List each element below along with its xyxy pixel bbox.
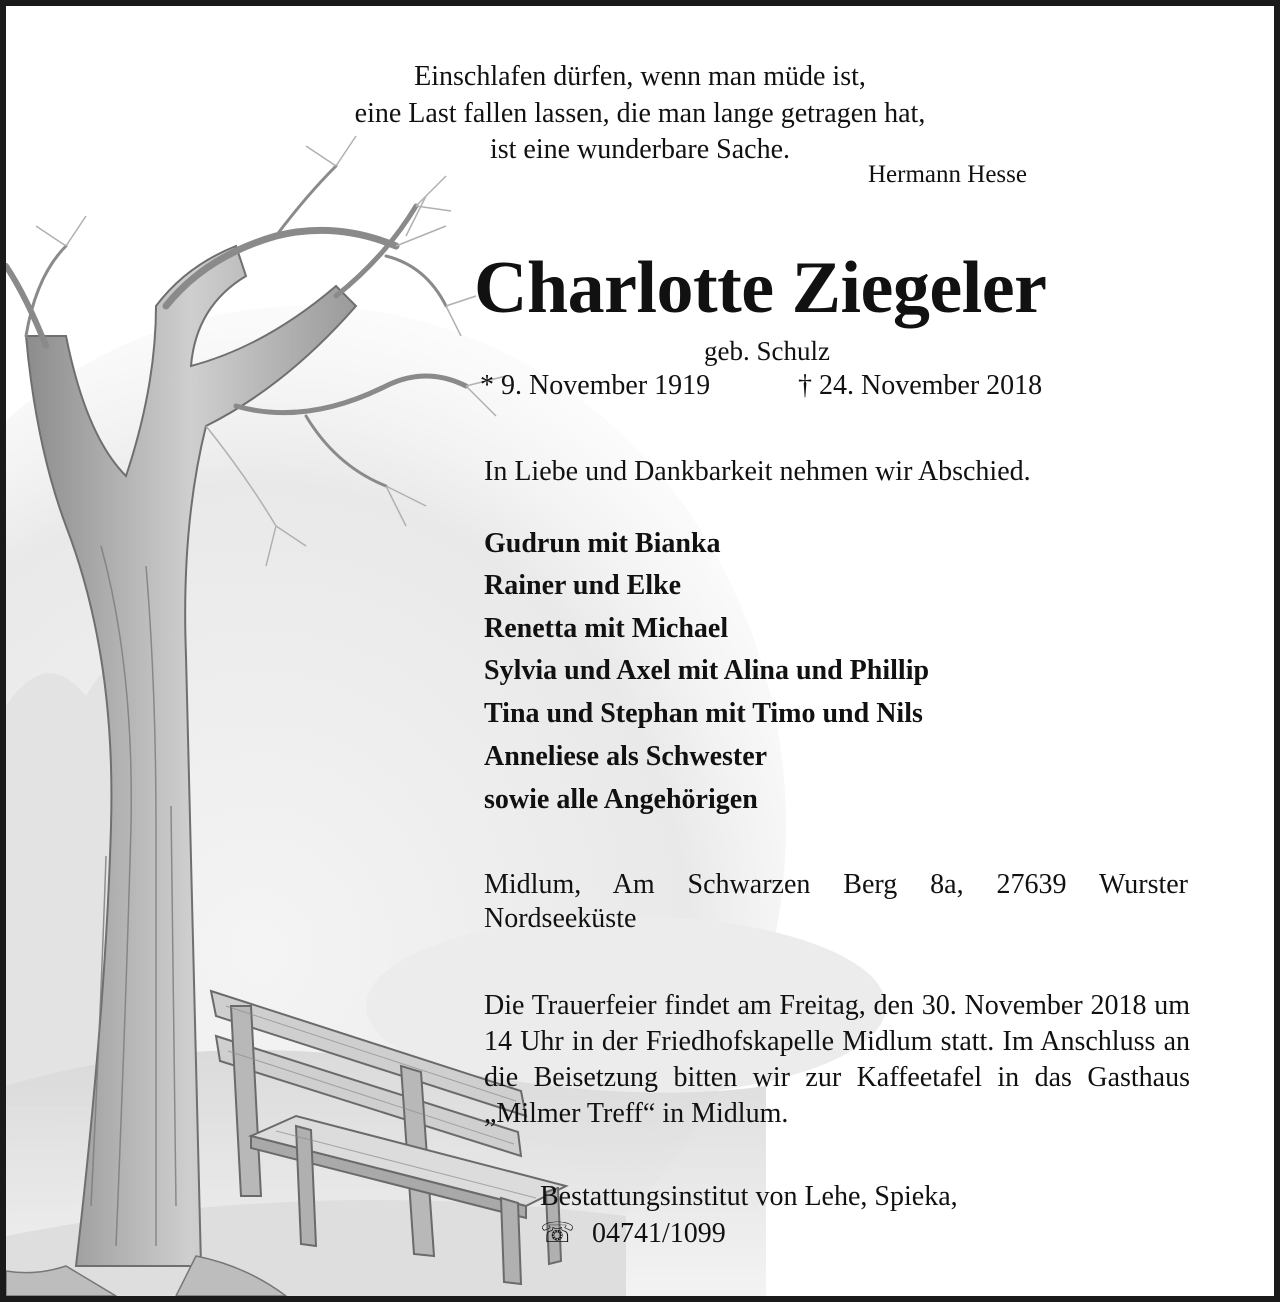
quote-line-2: eine Last fallen lassen, die man lange getragen hat, [354,98,926,129]
birth-name: geb. Schulz [704,336,830,366]
farewell-text: In Liebe und Dankbarkeit nehmen wir Abschied. [484,456,1031,487]
death-date: † 24. November 2018 [798,370,1043,401]
birth-date: * 9. November 1919 [480,370,711,401]
telephone-icon: ☏ [540,1218,576,1249]
undertaker-name: Bestattungsinstitut von Lehe, Spieka, [540,1181,958,1212]
quote-author: Hermann Hesse [868,161,1027,188]
quote-line-3: ist eine wunderbare Sache. [489,134,791,165]
undertaker-phone [540,1216,726,1250]
quote-line-1: Einschlafen dürfen, wenn man müde ist, [414,61,866,92]
phone-number: 04741/1099 [592,1218,726,1249]
mourner-line: Anneliese als Schwester [484,741,768,772]
mourner-line: Gudrun mit Bianka [484,528,721,559]
mourner-line: sowie alle Angehörigen [484,784,758,815]
funeral-notice: Die Trauerfeier findet am Freitag, den 30. November 2018 um 14 Uhr in der Friedhofskapelle Midlum statt. Im Anschluss an die Beisetzung bitten wir zur Kaffeetafel in das Gasthaus „Milmer Treff“ in Midlum. [484,990,1190,1129]
mourner-line: Rainer und Elke [484,570,682,601]
mourner-line: Sylvia und Axel mit Alina und Phillip [484,655,930,686]
family-address: Midlum, Am Schwarzen Berg 8a, 27639 Wurster Nordseeküste [484,869,1188,934]
deceased-name: Charlotte Ziegeler [474,247,1047,329]
mourner-line: Renetta mit Michael [484,613,729,644]
mourner-line: Tina und Stephan mit Timo und Nils [484,698,923,729]
